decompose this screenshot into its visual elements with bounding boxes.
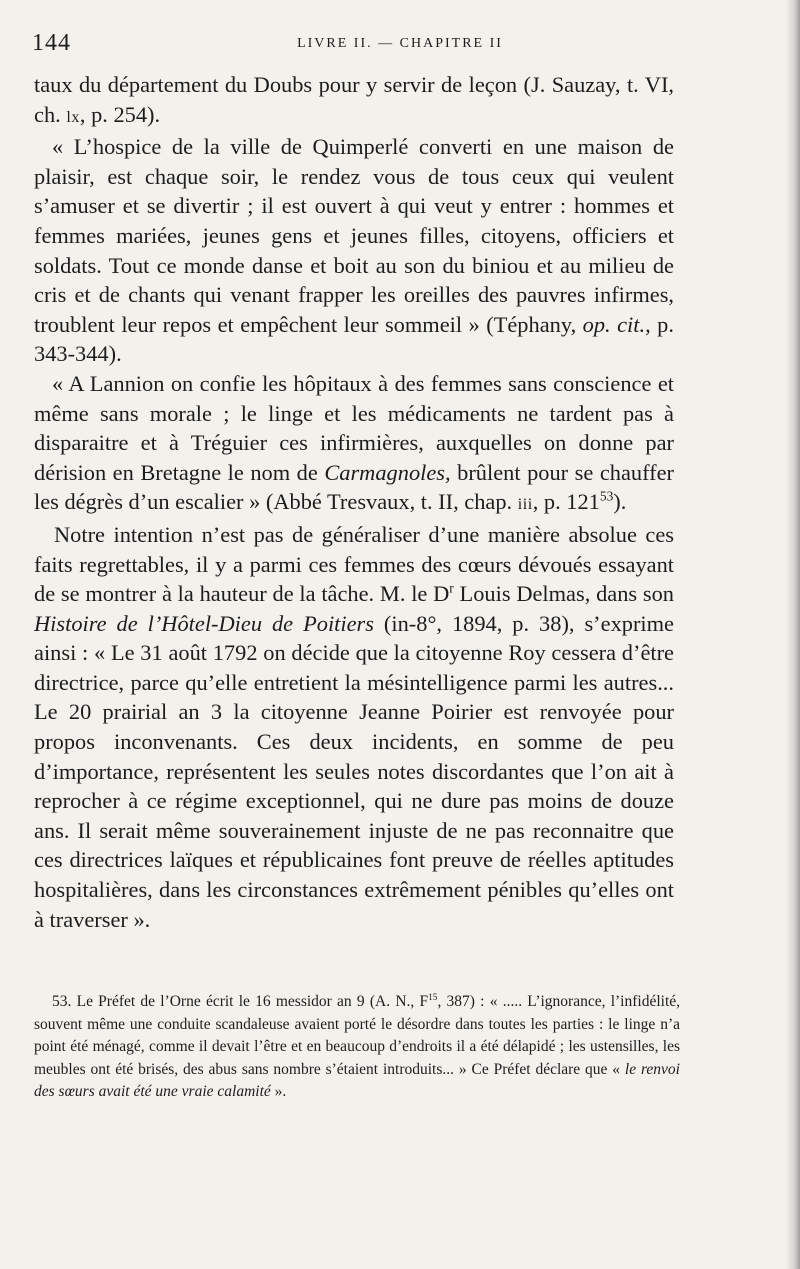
superscript: r (449, 580, 454, 596)
italic-quote: le renvoi des sœurs avait été une vraie calamité (34, 1060, 680, 1101)
paragraph-2: « L’hospice de la ville de Quimperlé converti en une maison de plaisir, est chaque soir, le rendez vous de tous ceux qui veulent s’amuser et se divertir ; il est ouvert à qui veut y entrer : hommes et femmes mariées, jeunes gens et jeunes filles, citoyens, officiers et soldats. Tout ce monde danse et boit au son du biniou et au milieu de cris et de chants qui venant frapper les oreilles des pauvres infirmes, troublent leur repos et empêchent leur sommeil » (Téphany, op. cit., p. 343-344). (34, 134, 674, 367)
footnote-reference[interactable]: 53 (599, 488, 614, 504)
running-head: LIVRE II. — CHAPITRE II (297, 36, 503, 51)
page-binding-shadow (786, 0, 800, 1269)
roman-numeral: lx (66, 108, 80, 126)
footnote-section (34, 991, 680, 1104)
paragraph-3: « A Lannion on confie les hôpitaux à des femmes sans conscience et même sans morale ; le linge et les médicaments ne tardent pas à disparaitre et à Tréguier ces infirmières, auxquelles on donne par dérision en Bretagne le nom de Carmagnoles, brûlent pour se chauffer les dégrès d’un escalier » (Abbé Tresvaux, t. II, chap. iii, p. $121^{53}$). (34, 370, 674, 515)
paragraph-1: taux du département du Doubs pour y servir de leçon (J. Sauzay, t. VI, ch. lx, p. 254). (34, 72, 674, 127)
italic-term: Carmagnoles, (324, 459, 451, 485)
page-header (32, 30, 768, 60)
page-number: 144 (32, 30, 71, 56)
italic-book-title: Histoire de l’Hôtel-Dieu de Poitiers (34, 610, 374, 636)
roman-numeral: iii (517, 496, 533, 514)
paragraph-4: Notre intention n’est pas de généraliser d’une manière absolue ces faits regrettables, il y a parmi ces femmes des cœurs dévoués essayant de se montrer à la hauteur de la tâche. M. le $D^r$ Louis Delmas, dans son Histoire de l’Hôtel-Dieu de Poitiers (in-8°, 1894, p. 38), s’exprime ainsi : « Le 31 août 1792 on décide que la citoyenne Roy cessera d’être directrice, parce qu’elle entretient la mésintelligence parmi les autres... Le 20 prairial an 3 la citoyenne Jeanne Poirier est renvoyée pour propos inconvenants. Ces deux incidents, en somme de peu d’importance, représentent les seules notes discordantes que l’on ait à reprocher à ce régime exceptionnel, qui ne dure pas moins de douze ans. Il serait même souverainement injuste de ne pas reconnaitre que ces directrices laïques et républicaines font preuve de réelles aptitudes hospitalières, dans les circonstances extrêmement pénibles qu’elles ont à traverser ». (34, 521, 674, 932)
main-text (34, 70, 674, 934)
footnote-53: 53. Le Préfet de l’Orne écrit le 16 messidor an 9 (A. N., $F^{15}$, 387) : « ..... L’ignorance, l’infidélité, souvent même une conduite scandaleuse avaient porté le désordre dans toutes les parties : le linge n’a point été ménagé, comme il devait l’être et en beaucoup d’endroits il a été délapidé ; les ustensilles, les meubles ont été brisés, des abus sans nombre s’étaient introduits... » Ce Préfet déclare que « le renvoi des sœurs avait été une vraie calamité ». (34, 992, 681, 1101)
superscript: 15 (428, 992, 438, 1003)
italic-citation: op. cit. (582, 311, 646, 337)
